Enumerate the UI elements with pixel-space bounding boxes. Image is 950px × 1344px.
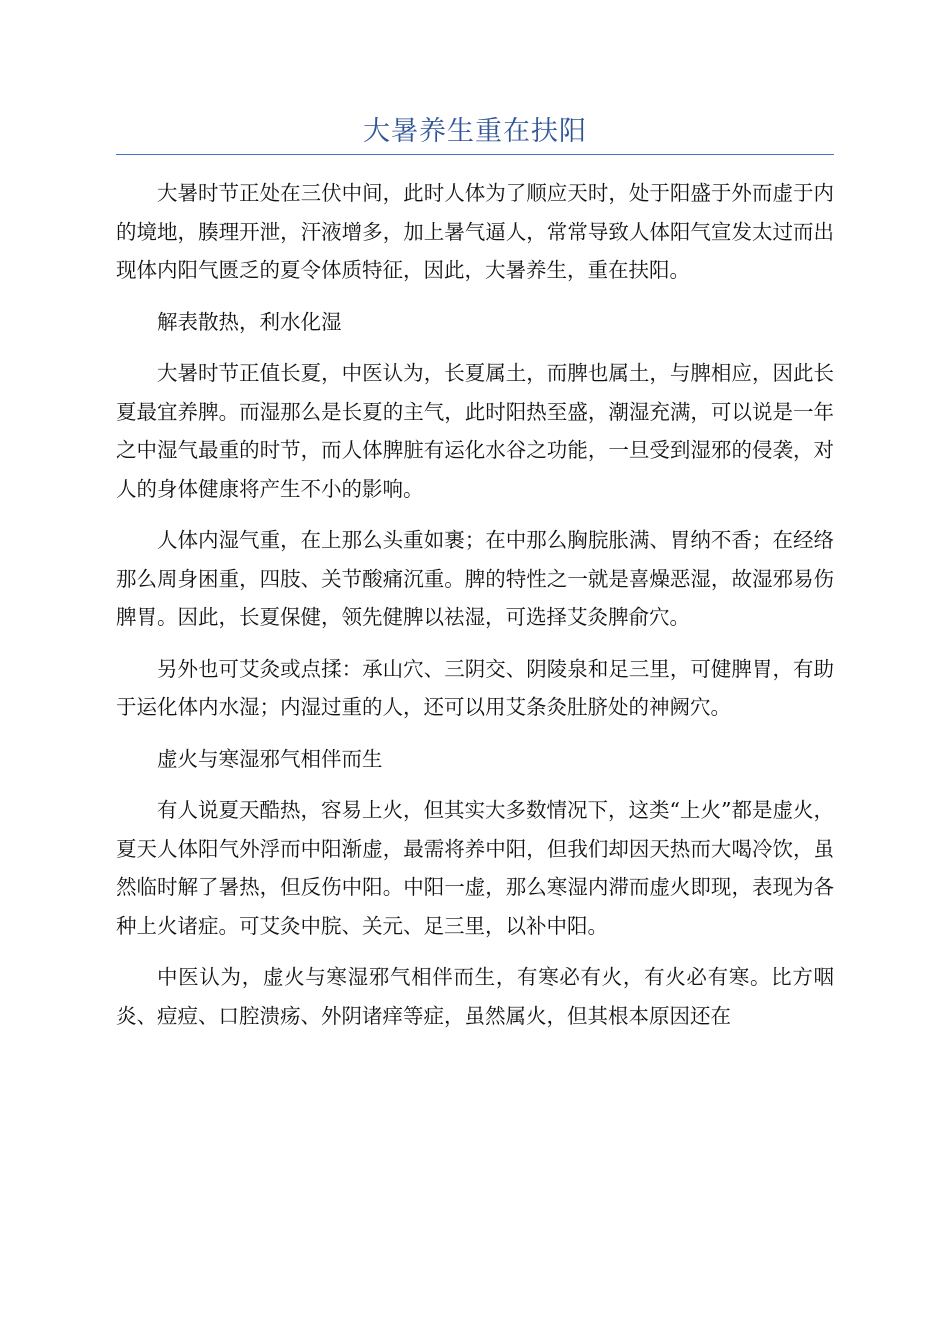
section-heading-dampness: 解表散热，利水化湿 <box>157 309 342 334</box>
section-heading-deficient-fire: 虚火与寒湿邪气相伴而生 <box>157 746 383 771</box>
paragraph-long-summer: 大暑时节正值长夏，中医认为，长夏属土，而脾也属土，与脾相应，因此长夏最宜养脾。而湿那么是长夏的主气，此时阳热至盛，潮湿充满，可以说是一年之中湿气最重的时节，而人体脾脏有运化水谷之功能，一旦受到湿邪的侵袭，对人的身体健康将产生不小的影响。 <box>116 361 834 501</box>
document-title: 大暑养生重在扶阳 <box>363 116 587 147</box>
paragraph-tcm-view: 中医认为，虚火与寒湿邪气相伴而生，有寒必有火，有火必有寒。比方咽炎、痘痘、口腔溃疡、外阴诸痒等症，虽然属火，但其根本原因还在 <box>116 965 834 1028</box>
paragraph-deficient-fire: 有人说夏天酷热，容易上火，但其实大多数情况下，这类“上火”都是虚火，夏天人体阳气外浮而中阳渐虚，最需将养中阳，但我们却因天热而大喝冷饮，虽然临时解了暑热，但反伤中阳。中阳一虚，那么寒湿内滞而虚火即现，表现为各种上火诸症。可艾灸中脘、关元、足三里，以补中阳。 <box>116 798 834 938</box>
paragraph-acupoints: 另外也可艾灸或点揉：承山穴、三阴交、阴陵泉和足三里，可健脾胃，有助于运化体内水湿；内湿过重的人，还可以用艾条灸肚脐处的神阙穴。 <box>116 656 834 719</box>
paragraph-intro: 大暑时节正处在三伏中间，此时人体为了顺应天时，处于阳盛于外而虚于内的境地，腠理开泄，汗液增多，加上暑气逼人，常常导致人体阳气宣发太过而出现体内阳气匮乏的夏令体质特征，因此，大暑养生，重在扶阳。 <box>116 181 834 282</box>
document-body <box>116 174 834 1048</box>
title-underline <box>116 154 834 155</box>
paragraph-dampness-symptoms: 人体内湿气重，在上那么头重如裹；在中那么胸脘胀满、胃纳不香；在经络那么周身困重，四肢、关节酸痛沉重。脾的特性之一就是喜燥恶湿，故湿邪易伤脾胃。因此，长夏保健，领先健脾以祛湿，可选择艾灸脾俞穴。 <box>116 528 834 629</box>
